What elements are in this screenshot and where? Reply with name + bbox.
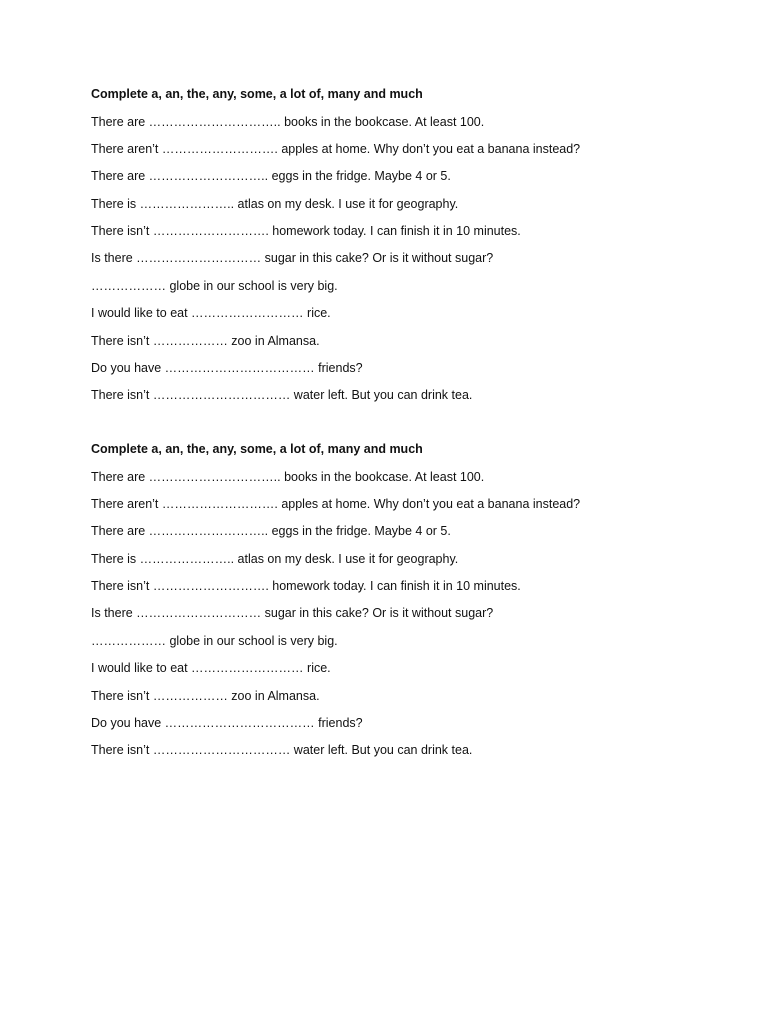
exercise-sentence-5: There isn’t ………………………. homework today. I can finish it in 10 minutes. <box>91 224 521 239</box>
exercise-heading: Complete a, an, the, any, some, a lot of, many and much <box>91 442 423 456</box>
exercise-sentence-11: There isn’t …………………………… water left. But you can drink tea. <box>91 388 473 403</box>
exercise-sentence-3: There are ……………………….. eggs in the fridge. Maybe 4 or 5. <box>91 169 451 184</box>
exercise-sentence-6: Is there ………………………… sugar in this cake? Or is it without sugar? <box>91 251 494 266</box>
exercise-heading: Complete a, an, the, any, some, a lot of, many and much <box>91 87 423 101</box>
exercise-sentence-2: There aren’t ………………………. apples at home. Why don’t you eat a banana instead? <box>91 141 581 156</box>
exercise-sentence-9: There isn’t ……………… zoo in Almansa. <box>91 333 320 348</box>
exercise-sentence-2: There aren’t ………………………. apples at home. Why don’t you eat a banana instead? <box>91 496 581 511</box>
exercise-sentence-4: There is ………………….. atlas on my desk. I use it for geography. <box>91 551 459 566</box>
exercise-sentence-7: ……………… globe in our school is very big. <box>91 633 338 648</box>
exercise-sentence-1: There are ………………………….. books in the bookcase. At least 100. <box>91 469 485 484</box>
exercise-block-1 <box>91 85 691 414</box>
exercise-sentence-3: There are ……………………….. eggs in the fridge. Maybe 4 or 5. <box>91 524 451 539</box>
exercise-sentence-6: Is there ………………………… sugar in this cake? Or is it without sugar? <box>91 606 494 621</box>
exercise-sentence-7: ……………… globe in our school is very big. <box>91 278 338 293</box>
exercise-sentence-9: There isn’t ……………… zoo in Almansa. <box>91 688 320 703</box>
exercise-sentence-10: Do you have ……………………………… friends? <box>91 361 363 376</box>
exercise-sentence-5: There isn’t ………………………. homework today. I can finish it in 10 minutes. <box>91 579 521 594</box>
exercise-sentence-10: Do you have ……………………………… friends? <box>91 716 363 731</box>
exercise-block-2 <box>91 440 691 769</box>
exercise-sentence-1: There are ………………………….. books in the bookcase. At least 100. <box>91 114 485 129</box>
exercise-sentence-8: I would like to eat ……………………… rice. <box>91 661 331 676</box>
exercise-sentence-11: There isn’t …………………………… water left. But you can drink tea. <box>91 743 473 758</box>
exercise-sentence-4: There is ………………….. atlas on my desk. I use it for geography. <box>91 196 459 211</box>
exercise-sentence-8: I would like to eat ……………………… rice. <box>91 306 331 321</box>
